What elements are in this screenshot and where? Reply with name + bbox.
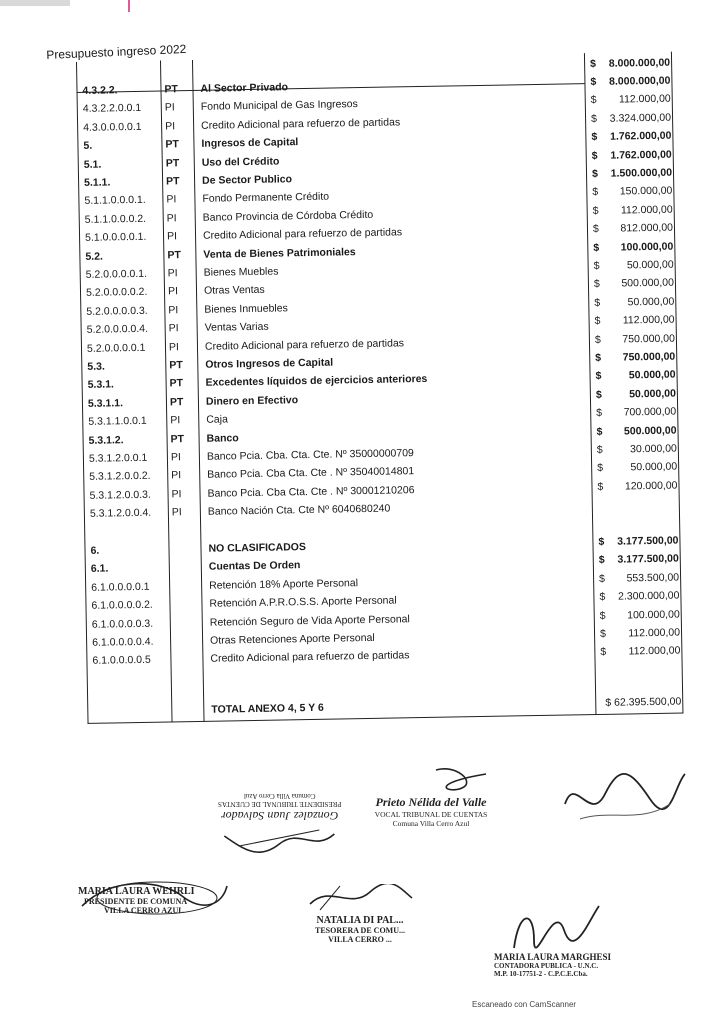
signature-scribble <box>300 884 420 912</box>
amount-value: 100.000,00 <box>627 608 680 622</box>
account-code: 4.3.2.2. <box>82 84 118 97</box>
entry-type: PI <box>168 340 180 354</box>
total-row <box>87 693 683 721</box>
currency-symbol: $ <box>595 351 602 364</box>
currency-symbol: $ <box>595 370 602 383</box>
account-description: NO CLASIFICADOS <box>208 541 307 555</box>
total-amount: $ 62.395.500,00 <box>605 695 682 709</box>
amount-value: 750.000,00 <box>622 350 676 364</box>
account-description: Cuentas De Orden <box>208 559 301 574</box>
amount-value: 50.000,00 <box>630 460 678 474</box>
entry-type: PI <box>171 469 182 482</box>
entry-type: PI <box>166 193 177 206</box>
signature-scribble <box>366 766 496 792</box>
currency-symbol: $ <box>590 94 597 107</box>
scan-artifact <box>0 0 70 6</box>
account-description: Bienes Muebles <box>203 265 279 279</box>
account-description: Retención 18% Aporte Personal <box>209 576 359 592</box>
signature-scribble <box>72 876 232 916</box>
amount-value: 3.177.500,00 <box>617 552 679 567</box>
amount-value: 112.000,00 <box>628 644 681 658</box>
account-description: Ingresos de Capital <box>201 136 299 151</box>
entry-type: PI <box>166 212 177 225</box>
currency-symbol: $ <box>593 259 600 272</box>
account-description: Dinero en Efectivo <box>205 393 299 408</box>
account-description: Banco Provincia de Córdoba Crédito <box>202 208 374 224</box>
amount-value: 1.762.000,00 <box>609 129 672 143</box>
amount-value: 2.300.000,00 <box>617 589 680 603</box>
entry-type: PI <box>168 304 179 317</box>
signature-unnamed-right <box>560 764 690 839</box>
amount-value: 1.500.000,00 <box>610 166 673 180</box>
currency-symbol: $ <box>590 112 598 125</box>
account-description: Credito Adicional para refuerzo de partidas <box>202 226 403 242</box>
signature-scribble <box>560 764 690 834</box>
signatory-name: Gonzalez Juan Salvador <box>221 809 339 823</box>
account-code: 5.3.1. <box>87 378 115 392</box>
account-description: Caja <box>206 413 228 426</box>
account-code: 6.1.0.0.0.0.5 <box>92 654 151 668</box>
amount-value <box>608 513 678 514</box>
entry-type: PT <box>169 359 183 372</box>
entry-type: PT <box>165 156 180 170</box>
amount-value: 750.000,00 <box>622 332 676 346</box>
account-description: Fondo Permanente Crédito <box>202 190 330 206</box>
account-description: Otros Ingresos de Capital <box>205 356 334 371</box>
account-description: Retención Seguro de Vida Aporte Personal <box>209 612 410 629</box>
entry-type: PI <box>168 322 179 335</box>
account-description: Credito Adicional para refuerzo de partidas <box>201 116 401 132</box>
signatory-role: TESORERA DE COMU... <box>314 926 405 935</box>
account-code: 5.3.1.2.0.0.4. <box>89 506 152 521</box>
currency-symbol: $ <box>596 407 603 420</box>
account-description: Banco Pcia. Cba Cta. Cte . Nº 30001210206 <box>207 483 415 500</box>
signature-scribble <box>494 900 604 950</box>
account-code: 6.1.0.0.0.0.1 <box>91 580 150 594</box>
amount-value: 812.000,00 <box>620 221 674 235</box>
amount-value: 112.000,00 <box>628 626 681 640</box>
currency-symbol: $ <box>594 333 601 346</box>
account-code: 6.1.0.0.0.0.4. <box>92 635 154 649</box>
account-code: 5.3.1.2.0.0.2. <box>89 470 151 484</box>
currency-symbol: $ <box>592 223 599 236</box>
header-amount: 8.000.000,00 <box>608 56 671 70</box>
document-title: Presupuesto ingreso 2022 <box>46 41 187 62</box>
scan-artifact-mark <box>128 0 130 12</box>
account-code: 5.1.0.0.0.0.1. <box>84 230 147 245</box>
account-code: 5.3. <box>87 360 105 373</box>
account-code: 4.3.0.0.0.0.1 <box>83 120 142 134</box>
currency-symbol: $ <box>594 296 601 309</box>
account-code: 6. <box>90 544 100 557</box>
account-code: 5.3.1.2.0.0.3. <box>89 488 151 502</box>
currency-symbol: $ <box>596 425 603 438</box>
currency-symbol: $ <box>599 627 607 640</box>
account-description: Banco Pcia. Cba Cta. Cte . Nº 35040014801 <box>207 465 415 482</box>
account-description: Credito Adicional para refuerzo de partidas <box>204 336 405 353</box>
entry-type: PT <box>164 83 179 96</box>
entry-type: PT <box>169 377 184 390</box>
entry-type: PI <box>167 285 179 298</box>
amount-value: 120.000,00 <box>624 479 678 493</box>
amount-value: 150.000,00 <box>619 185 673 198</box>
account-description: Ventas Varias <box>204 320 269 334</box>
currency-symbol: $ <box>593 278 600 291</box>
amount-value: 500.000,00 <box>623 424 677 438</box>
signatory-place: VILLA CERRO ... <box>328 935 392 944</box>
amount-value: 50.000,00 <box>627 295 675 309</box>
amount-value: 553.500,00 <box>626 571 680 585</box>
signatory-role: VOCAL TRIBUNAL DE CUENTAS <box>374 810 488 819</box>
account-description: Bienes Inmuebles <box>204 302 288 316</box>
account-code: 5.1.1.0.0.0.2. <box>84 212 147 226</box>
account-code: 5.2.0.0.0.0.1 <box>86 341 146 355</box>
signatory-name: MARIA LAURA MARGHESI <box>494 952 612 962</box>
scanner-watermark: Escaneado con CamScanner <box>472 1000 577 1009</box>
header-amount-row <box>584 54 672 74</box>
account-code: 5.3.1.1. <box>87 397 124 410</box>
entry-type: PI <box>164 101 175 114</box>
account-code: 5. <box>83 139 93 153</box>
amount-value: 50.000,00 <box>629 387 676 401</box>
signatory-registration: M.P. 10-17751-2 - C.P.C.E.Cba. <box>494 970 588 978</box>
signatory-name: Prieto Nélida del Valle <box>375 795 487 809</box>
account-code: 5.1.1.0.0.0.1. <box>84 194 146 208</box>
currency-symbol: $ <box>597 480 604 493</box>
account-description: Al Sector Privado <box>200 81 289 95</box>
currency-symbol: $ <box>594 315 601 328</box>
account-description: Banco Nación Cta. Cte Nº 6040680240 <box>207 502 391 518</box>
currency-symbol: $ <box>598 535 605 548</box>
signature-marghesi <box>494 900 611 978</box>
total-label: TOTAL ANEXO 4, 5 Y 6 <box>211 701 324 716</box>
account-description: Banco <box>206 431 239 445</box>
account-description: Otras Ventas <box>203 284 265 298</box>
signatory-role: PRESIDENTE DE COMUNA <box>84 897 188 906</box>
account-description: Otras Retenciones Aporte Personal <box>210 631 375 647</box>
amount-value: 100.000,00 <box>620 240 674 254</box>
currency-symbol: $ <box>599 591 606 604</box>
entry-type: PI <box>166 230 178 243</box>
signatory-role: PRESIDENTE TRIBUNAL DE CUENTAS <box>218 800 342 808</box>
currency-symbol: $ <box>599 609 606 622</box>
entry-type: PI <box>170 451 181 464</box>
account-description: De Sector Publico <box>201 173 293 187</box>
amount-value: 700.000,00 <box>623 405 677 419</box>
currency-symbol: $ <box>598 572 606 585</box>
currency-symbol: $ <box>590 75 597 89</box>
account-code: 5.2. <box>85 250 104 263</box>
account-code: 5.1. <box>83 158 102 171</box>
currency-symbol: $ <box>600 646 607 659</box>
signatory-name: MARIA LAURA WEHRLI <box>78 886 195 897</box>
account-code: 5.2.0.0.0.0.4. <box>86 322 149 337</box>
signatory-place: VILLA CERRO AZUL <box>104 906 184 915</box>
currency-symbol: $ <box>593 241 600 254</box>
amount-value: 8.000.000,00 <box>609 74 671 88</box>
account-description: Banco Pcia. Cba. Cta. Cte. Nº 35000000709 <box>206 447 414 463</box>
account-code: 5.3.1.2. <box>88 433 124 447</box>
signature-natalia <box>300 884 420 944</box>
entry-type: PT <box>170 432 185 445</box>
currency-symbol: $ <box>592 186 599 199</box>
amount-value: 50.000,00 <box>626 258 674 272</box>
currency-symbol: $ <box>591 167 598 181</box>
header-currency: $ <box>590 57 597 71</box>
signatory-role: CONTADORA PUBLICA - U.N.C. <box>494 962 599 970</box>
account-code: 5.3.1.2.0.0.1 <box>88 451 148 465</box>
currency-symbol: $ <box>595 388 602 401</box>
account-code: 6.1.0.0.0.0.3. <box>91 617 154 631</box>
account-code: 6.1. <box>90 562 109 576</box>
amount-value: 1.762.000,00 <box>610 148 672 162</box>
amount-value: 112.000,00 <box>622 313 675 327</box>
account-code: 5.2.0.0.0.0.3. <box>86 304 148 318</box>
account-code: 6.1.0.0.0.0.2. <box>91 598 153 612</box>
amount-value: 50.000,00 <box>628 368 676 382</box>
account-code: 5.3.1.1.0.0.1 <box>88 415 147 429</box>
amount-value: 3.177.500,00 <box>617 534 679 548</box>
signatory-place: Comuna Villa Cerro Azul <box>243 792 316 800</box>
account-description: Credito Adicional para refuerzo de partidas <box>210 649 410 666</box>
account-description: Retención A.P.R.O.S.S. Aporte Personal <box>209 594 397 610</box>
entry-type: PT <box>167 248 181 262</box>
signature-gonzalez <box>218 792 341 854</box>
currency-symbol: $ <box>592 204 599 217</box>
account-code: 5.2.0.0.0.0.2. <box>85 286 148 300</box>
signature-maria <box>78 886 195 915</box>
signature-scribble <box>220 826 340 854</box>
account-description: Fondo Municipal de Gas Ingresos <box>200 98 358 114</box>
signatory-place: Comuna Villa Cerro Azul <box>392 819 470 828</box>
entry-type: PI <box>165 120 176 133</box>
entry-type: PT <box>165 138 179 151</box>
amount-value: 112.000,00 <box>618 93 671 106</box>
signatory-name: NATALIA DI PAL... <box>316 915 404 926</box>
amount-value: 30.000,00 <box>630 442 677 456</box>
entry-type: PI <box>170 414 181 427</box>
account-code: 5.2.0.0.0.0.1. <box>85 267 148 281</box>
amount-value: 500.000,00 <box>621 276 675 290</box>
account-description: Excedentes líquidos de ejercicios anteriores <box>205 373 428 390</box>
amount-value: 112.000,00 <box>620 203 673 217</box>
entry-type: PI <box>171 506 182 519</box>
account-code: 4.3.2.2.0.0.1 <box>82 102 142 116</box>
signature-prieto <box>366 766 496 828</box>
entry-type: PT <box>169 395 184 409</box>
currency-symbol: $ <box>596 443 603 456</box>
budget-table <box>76 52 683 724</box>
account-code <box>90 522 170 523</box>
account-code: 5.1.1. <box>84 176 111 189</box>
entry-type: PI <box>167 267 178 280</box>
currency-symbol: $ <box>597 462 604 475</box>
currency-symbol: $ <box>591 149 598 162</box>
currency-symbol: $ <box>598 554 605 567</box>
entry-type: PT <box>165 175 180 188</box>
amount-value <box>608 495 678 496</box>
account-description: Venta de Bienes Patrimoniales <box>203 245 356 261</box>
currency-symbol: $ <box>591 131 598 144</box>
account-description: Uso del Crédito <box>201 155 280 169</box>
amount-value: 3.324.000,00 <box>609 111 672 125</box>
entry-type: PI <box>171 488 182 501</box>
